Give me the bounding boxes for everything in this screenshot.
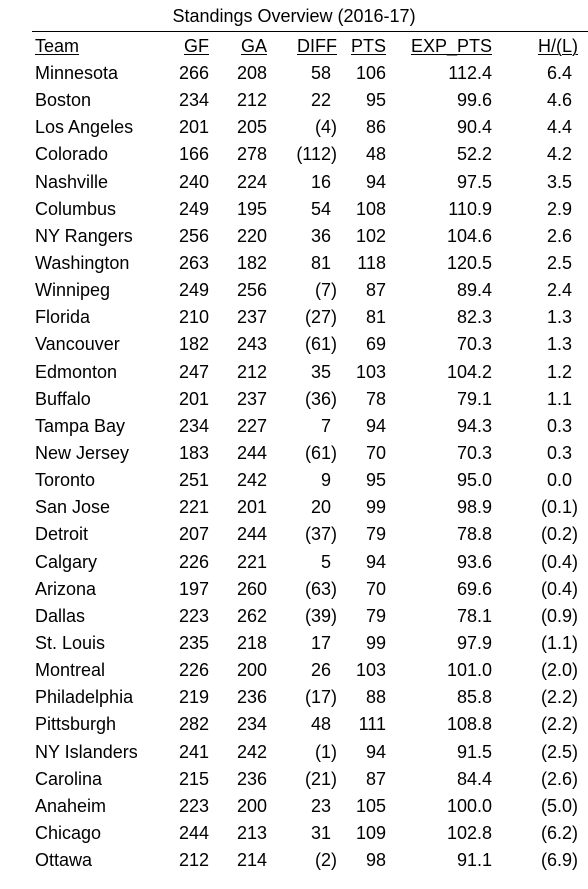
gf-cell: 219 <box>178 687 209 708</box>
exp-pts-cell: 97.5 <box>456 171 492 192</box>
ga-cell: 224 <box>236 171 267 192</box>
exp-pts-cell: 112.4 <box>448 63 492 83</box>
ga-cell: 262 <box>236 605 267 626</box>
column-header-ga: GA <box>240 36 267 56</box>
table-row <box>0 169 588 196</box>
ga-cell: 212 <box>236 90 267 111</box>
table-row <box>0 739 588 766</box>
table-row <box>0 684 588 711</box>
ga-cell: 243 <box>236 334 267 355</box>
gf-cell: 235 <box>178 632 209 653</box>
pts-cell: 94 <box>365 741 386 762</box>
team-cell: Ottawa <box>35 850 93 871</box>
title-divider <box>32 31 588 32</box>
exp-pts-cell: 70.3 <box>456 442 492 463</box>
pts-cell: 99 <box>365 497 386 518</box>
table-row <box>0 223 588 250</box>
table-row <box>0 386 588 413</box>
gf-cell: 256 <box>178 225 209 246</box>
table-row <box>0 603 588 630</box>
table-row <box>0 413 588 440</box>
gf-cell: 226 <box>178 660 209 681</box>
table-row <box>0 87 588 114</box>
column-header-gf: GF <box>184 36 209 56</box>
ga-cell: 213 <box>236 822 267 843</box>
table-row <box>0 657 588 684</box>
ga-cell: 195 <box>236 198 267 219</box>
team-cell: Anaheim <box>35 795 107 816</box>
exp-pts-cell: 52.2 <box>456 144 492 165</box>
exp-pts-cell: 98.9 <box>456 497 492 518</box>
team-cell: Arizona <box>35 578 97 599</box>
ga-cell: 221 <box>236 551 267 572</box>
exp-pts-cell: 93.6 <box>456 551 492 572</box>
column-header-diff: DIFF <box>297 36 337 56</box>
h-l-cell: (5.0) <box>540 795 578 816</box>
pts-cell: 109 <box>355 822 386 843</box>
diff-cell: 54 <box>310 198 331 219</box>
ga-cell: 260 <box>236 578 267 599</box>
ga-cell: 220 <box>236 225 267 246</box>
pts-cell: 86 <box>365 117 386 138</box>
gf-cell: 226 <box>178 551 209 572</box>
gf-cell: 215 <box>178 768 209 789</box>
pts-cell: 95 <box>365 90 386 111</box>
team-cell: Montreal <box>35 660 106 681</box>
table-title: Standings Overview (2016-17) <box>172 6 416 26</box>
exp-pts-cell: 110.9 <box>448 198 492 219</box>
team-cell: NY Rangers <box>35 225 133 246</box>
h-l-cell: (0.9) <box>540 605 578 626</box>
ga-cell: 201 <box>236 497 267 518</box>
ga-cell: 237 <box>236 388 267 409</box>
exp-pts-cell: 91.5 <box>456 741 492 762</box>
gf-cell: 247 <box>178 361 209 382</box>
column-header-team: Team <box>35 36 80 56</box>
team-cell: NY Islanders <box>35 741 138 762</box>
h-l-cell: (2.5) <box>540 741 578 762</box>
table-row <box>0 549 588 576</box>
table-row <box>0 576 588 603</box>
pts-cell: 79 <box>365 524 386 545</box>
table-row <box>0 277 588 304</box>
diff-cell: 20 <box>310 497 331 518</box>
column-header-exp-pts: EXP_PTS <box>410 36 492 56</box>
gf-cell: 249 <box>178 280 209 301</box>
header-row <box>0 35 588 59</box>
gf-cell: 201 <box>178 117 209 138</box>
exp-pts-cell: 95.0 <box>456 470 492 491</box>
gf-cell: 207 <box>178 524 209 545</box>
standings-table-body <box>0 60 588 874</box>
diff-cell: 31 <box>310 822 331 843</box>
team-cell: Chicago <box>35 822 102 843</box>
diff-cell: 36 <box>310 225 331 246</box>
diff-cell: 5 <box>320 551 331 572</box>
ga-cell: 200 <box>236 795 267 816</box>
team-cell: Philadelphia <box>35 687 134 708</box>
exp-pts-cell: 120.5 <box>446 252 492 273</box>
diff-cell: (2) <box>315 850 337 871</box>
team-cell: Columbus <box>35 198 117 219</box>
pts-cell: 118 <box>357 252 386 273</box>
table-row <box>0 494 588 521</box>
h-l-cell: 0.3 <box>546 415 572 436</box>
table-row <box>0 467 588 494</box>
team-cell: Detroit <box>35 524 89 545</box>
pts-cell: 99 <box>365 632 386 653</box>
ga-cell: 236 <box>236 687 267 708</box>
h-l-cell: 1.3 <box>546 307 572 328</box>
table-row <box>0 847 588 874</box>
gf-cell: 241 <box>178 741 209 762</box>
exp-pts-cell: 94.3 <box>456 415 492 436</box>
h-l-cell: 3.5 <box>546 171 572 192</box>
h-l-cell: 4.2 <box>546 144 572 165</box>
h-l-cell: 4.6 <box>546 90 572 111</box>
h-l-cell: (2.0) <box>540 660 578 681</box>
h-l-cell: 6.4 <box>546 63 572 83</box>
team-cell: Calgary <box>35 551 98 572</box>
h-l-cell: 1.2 <box>546 361 572 382</box>
exp-pts-cell: 70.3 <box>456 334 492 355</box>
exp-pts-cell: 79.1 <box>456 388 492 409</box>
exp-pts-cell: 69.6 <box>456 578 492 599</box>
gf-cell: 234 <box>178 415 209 436</box>
diff-cell: (4) <box>315 117 337 138</box>
ga-cell: 256 <box>236 280 267 301</box>
ga-cell: 214 <box>236 850 267 871</box>
pts-cell: 69 <box>365 334 386 355</box>
table-row <box>0 766 588 793</box>
h-l-cell: 2.9 <box>546 198 572 219</box>
team-cell: Vancouver <box>35 334 120 355</box>
gf-cell: 210 <box>178 307 209 328</box>
ga-cell: 200 <box>236 660 267 681</box>
team-cell: Los Angeles <box>35 117 134 138</box>
ga-cell: 182 <box>236 252 267 273</box>
exp-pts-cell: 91.1 <box>456 850 492 871</box>
table-row <box>0 359 588 386</box>
diff-cell: (112) <box>296 144 337 165</box>
gf-cell: 263 <box>178 252 209 273</box>
table-row <box>0 331 588 358</box>
pts-cell: 111 <box>358 714 386 735</box>
exp-pts-cell: 78.8 <box>456 524 492 545</box>
team-cell: Florida <box>35 307 91 328</box>
table-row <box>0 250 588 277</box>
exp-pts-cell: 82.3 <box>456 307 492 328</box>
team-cell: New Jersey <box>35 442 130 463</box>
diff-cell: (21) <box>304 768 337 789</box>
ga-cell: 242 <box>236 470 267 491</box>
table-row <box>0 521 588 548</box>
pts-cell: 48 <box>365 144 386 165</box>
table-row <box>0 440 588 467</box>
exp-pts-cell: 104.2 <box>446 361 492 382</box>
diff-cell: (17) <box>304 687 337 708</box>
h-l-cell: (2.2) <box>540 714 578 735</box>
gf-cell: 201 <box>178 388 209 409</box>
team-cell: Pittsburgh <box>35 714 117 735</box>
diff-cell: 35 <box>310 361 331 382</box>
team-cell: St. Louis <box>35 632 106 653</box>
ga-cell: 236 <box>236 768 267 789</box>
team-cell: Boston <box>35 90 92 111</box>
pts-cell: 87 <box>365 280 386 301</box>
exp-pts-cell: 102.8 <box>446 822 492 843</box>
gf-cell: 223 <box>178 795 209 816</box>
team-cell: Minnesota <box>35 63 119 83</box>
diff-cell: 58 <box>310 63 331 83</box>
pts-cell: 106 <box>355 63 386 83</box>
diff-cell: (61) <box>304 442 337 463</box>
h-l-cell: 0.3 <box>546 442 572 463</box>
table-row <box>0 114 588 141</box>
exp-pts-cell: 99.6 <box>456 90 492 111</box>
diff-cell: (37) <box>304 524 337 545</box>
gf-cell: 282 <box>178 714 209 735</box>
h-l-cell: (6.9) <box>540 850 578 871</box>
exp-pts-cell: 84.4 <box>456 768 492 789</box>
ga-cell: 278 <box>236 144 267 165</box>
diff-cell: 48 <box>310 714 331 735</box>
gf-cell: 212 <box>178 850 209 871</box>
gf-cell: 182 <box>178 334 209 355</box>
diff-cell: 9 <box>320 470 331 491</box>
pts-cell: 79 <box>365 605 386 626</box>
diff-cell: (63) <box>304 578 337 599</box>
diff-cell: 17 <box>310 632 331 653</box>
gf-cell: 251 <box>178 470 209 491</box>
gf-cell: 244 <box>178 822 209 843</box>
exp-pts-cell: 90.4 <box>456 117 492 138</box>
table-row <box>0 196 588 223</box>
team-cell: San Jose <box>35 497 111 518</box>
h-l-cell: 0.0 <box>546 470 572 491</box>
gf-cell: 266 <box>178 63 209 83</box>
diff-cell: (36) <box>304 388 337 409</box>
diff-cell: (27) <box>304 307 337 328</box>
h-l-cell: (2.2) <box>540 687 578 708</box>
table-row <box>0 630 588 657</box>
exp-pts-cell: 104.6 <box>446 225 492 246</box>
team-cell: Tampa Bay <box>35 415 126 436</box>
ga-cell: 218 <box>236 632 267 653</box>
diff-cell: 16 <box>310 171 331 192</box>
h-l-cell: (6.2) <box>540 822 578 843</box>
ga-cell: 212 <box>236 361 267 382</box>
table-row <box>0 711 588 738</box>
team-cell: Washington <box>35 252 130 273</box>
exp-pts-cell: 101.0 <box>446 660 492 681</box>
h-l-cell: (1.1) <box>540 632 578 653</box>
ga-cell: 234 <box>236 714 267 735</box>
table-row <box>0 793 588 820</box>
pts-cell: 94 <box>365 415 386 436</box>
gf-cell: 197 <box>178 578 209 599</box>
team-cell: Winnipeg <box>35 280 111 301</box>
gf-cell: 183 <box>178 442 209 463</box>
table-row <box>0 60 588 87</box>
h-l-cell: 2.6 <box>546 225 572 246</box>
column-header-h-l: H/(L) <box>538 36 578 56</box>
diff-cell: (39) <box>304 605 337 626</box>
exp-pts-cell: 85.8 <box>456 687 492 708</box>
ga-cell: 244 <box>236 442 267 463</box>
exp-pts-cell: 89.4 <box>456 280 492 301</box>
team-cell: Toronto <box>35 470 96 491</box>
pts-cell: 105 <box>355 795 386 816</box>
ga-cell: 244 <box>236 524 267 545</box>
pts-cell: 94 <box>365 551 386 572</box>
diff-cell: (1) <box>315 741 337 762</box>
pts-cell: 95 <box>365 470 386 491</box>
diff-cell: 23 <box>310 795 331 816</box>
ga-cell: 227 <box>236 415 267 436</box>
diff-cell: 81 <box>310 252 331 273</box>
h-l-cell: 4.4 <box>546 117 572 138</box>
h-l-cell: (0.4) <box>540 551 578 572</box>
ga-cell: 205 <box>236 117 267 138</box>
pts-cell: 78 <box>365 388 386 409</box>
diff-cell: 22 <box>310 90 331 111</box>
column-header-pts: PTS <box>350 36 386 56</box>
pts-cell: 88 <box>365 687 386 708</box>
diff-cell: 7 <box>320 415 331 436</box>
diff-cell: (7) <box>315 280 337 301</box>
pts-cell: 81 <box>365 307 386 328</box>
h-l-cell: (2.6) <box>540 768 578 789</box>
pts-cell: 70 <box>365 442 386 463</box>
table-row <box>0 820 588 847</box>
team-cell: Carolina <box>35 768 103 789</box>
gf-cell: 234 <box>178 90 209 111</box>
diff-cell: (61) <box>304 334 337 355</box>
ga-cell: 208 <box>236 63 267 83</box>
pts-cell: 70 <box>365 578 386 599</box>
table-row <box>0 141 588 168</box>
ga-cell: 242 <box>236 741 267 762</box>
exp-pts-cell: 97.9 <box>456 632 492 653</box>
team-cell: Dallas <box>35 605 86 626</box>
h-l-cell: (0.4) <box>540 578 578 599</box>
team-cell: Edmonton <box>35 361 118 382</box>
pts-cell: 102 <box>355 225 386 246</box>
h-l-cell: 1.3 <box>546 334 572 355</box>
table-row <box>0 304 588 331</box>
pts-cell: 103 <box>355 361 386 382</box>
h-l-cell: (0.2) <box>540 524 578 545</box>
pts-cell: 87 <box>365 768 386 789</box>
pts-cell: 103 <box>355 660 386 681</box>
team-cell: Nashville <box>35 171 109 192</box>
exp-pts-cell: 108.8 <box>446 714 492 735</box>
h-l-cell: (0.1) <box>540 497 578 518</box>
ga-cell: 237 <box>236 307 267 328</box>
h-l-cell: 1.1 <box>546 388 572 409</box>
h-l-cell: 2.5 <box>546 252 572 273</box>
pts-cell: 94 <box>365 171 386 192</box>
team-cell: Colorado <box>35 144 109 165</box>
exp-pts-cell: 78.1 <box>456 605 492 626</box>
pts-cell: 108 <box>355 198 386 219</box>
pts-cell: 98 <box>365 850 386 871</box>
gf-cell: 221 <box>178 497 209 518</box>
gf-cell: 223 <box>178 605 209 626</box>
exp-pts-cell: 100.0 <box>446 795 492 816</box>
gf-cell: 166 <box>178 144 209 165</box>
gf-cell: 240 <box>178 171 209 192</box>
diff-cell: 26 <box>310 660 331 681</box>
team-cell: Buffalo <box>35 388 91 409</box>
h-l-cell: 2.4 <box>546 280 572 301</box>
gf-cell: 249 <box>178 198 209 219</box>
